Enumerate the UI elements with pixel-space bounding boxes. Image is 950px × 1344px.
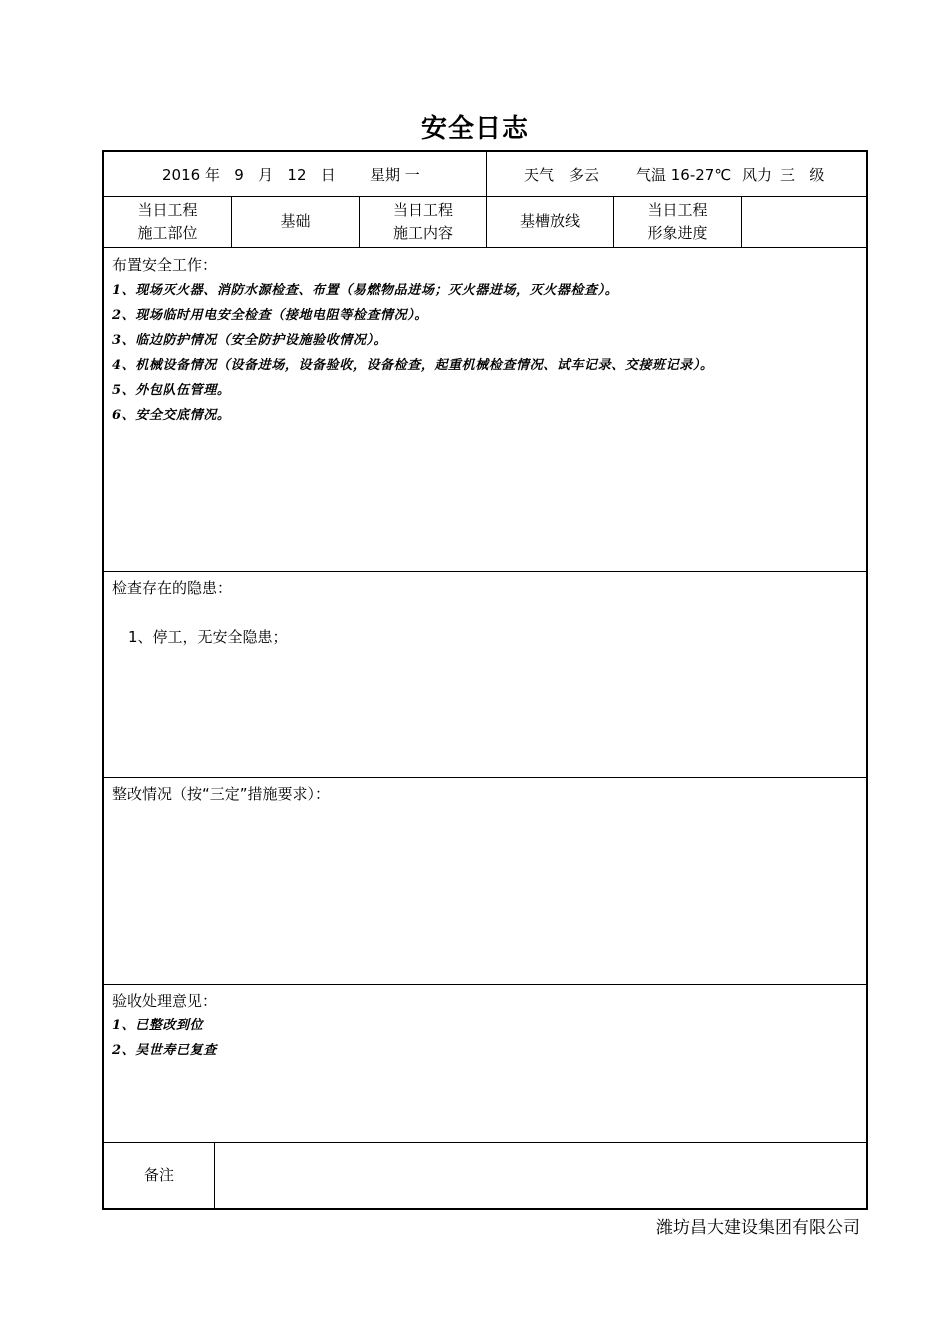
remarks-label: 备注 <box>143 1165 174 1184</box>
safety-work-item: 2、现场临时用电安全检查（接地电阻等检查情况）。 <box>112 308 428 323</box>
wind-field <box>742 152 824 196</box>
safety-work-item: 3、临边防护情况（安全防护设施验收情况）。 <box>112 333 388 348</box>
company-name: 潍坊昌大建设集团有限公司 <box>656 1218 860 1238</box>
row-divider <box>104 247 866 248</box>
rectification-label: 整改情况（按“三定”措施要求）： <box>112 785 331 803</box>
label-line: 当日工程 <box>137 200 198 219</box>
label-line: 当日工程 <box>392 200 453 219</box>
row-divider <box>104 984 866 985</box>
temperature-field <box>636 152 731 196</box>
weekday-field <box>370 152 420 196</box>
weather-field <box>524 152 599 196</box>
date-field <box>162 152 336 196</box>
hazards-label: 检查存在的隐患： <box>112 579 233 597</box>
wind-label: 风力 <box>742 165 773 184</box>
construction-content-value: 基槽放线 <box>519 212 580 231</box>
row-divider <box>104 777 866 778</box>
weather-label: 天气 <box>524 165 555 184</box>
construction-part-label <box>104 197 231 247</box>
construction-content-label <box>360 197 486 247</box>
label-line: 施工部位 <box>137 224 198 242</box>
safety-work-label: 布置安全工作： <box>112 256 218 274</box>
safety-log-table <box>102 150 868 1210</box>
label-line: 形象进度 <box>647 224 708 242</box>
acceptance-item: 1、已整改到位 <box>112 1018 204 1033</box>
progress-label <box>614 197 741 247</box>
remarks-value[interactable] <box>215 1143 866 1208</box>
date-text: 2016 年 9 月 12 日 <box>162 165 336 184</box>
acceptance-label: 验收处理意见： <box>112 992 218 1010</box>
weekday-text: 星期 一 <box>370 165 420 184</box>
page-title: 安全日志 <box>420 114 529 144</box>
construction-part-value: 基础 <box>280 212 311 231</box>
progress-value[interactable] <box>742 197 866 247</box>
temperature-text: 气温 16-27℃ <box>636 165 732 184</box>
row-divider <box>104 571 866 572</box>
safety-work-item: 6、安全交底情况。 <box>112 408 231 423</box>
wind-value: 三 级 <box>780 165 825 184</box>
safety-work-item: 1、现场灭火器、消防水源检查、布置（易燃物品进场；灭火器进场，灭火器检查）。 <box>112 283 619 298</box>
hazard-item: 1、停工，无安全隐患； <box>128 628 288 646</box>
weather-value: 多云 <box>569 165 600 184</box>
safety-work-item: 5、外包队伍管理。 <box>112 383 231 398</box>
label-line: 施工内容 <box>392 224 453 242</box>
label-line: 当日工程 <box>647 200 708 219</box>
safety-work-item: 4、机械设备情况（设备进场，设备验收，设备检查，起重机械检查情况、试车记录、交接班记录）。 <box>112 358 714 373</box>
acceptance-item: 2、吴世寿已复查 <box>112 1043 217 1058</box>
